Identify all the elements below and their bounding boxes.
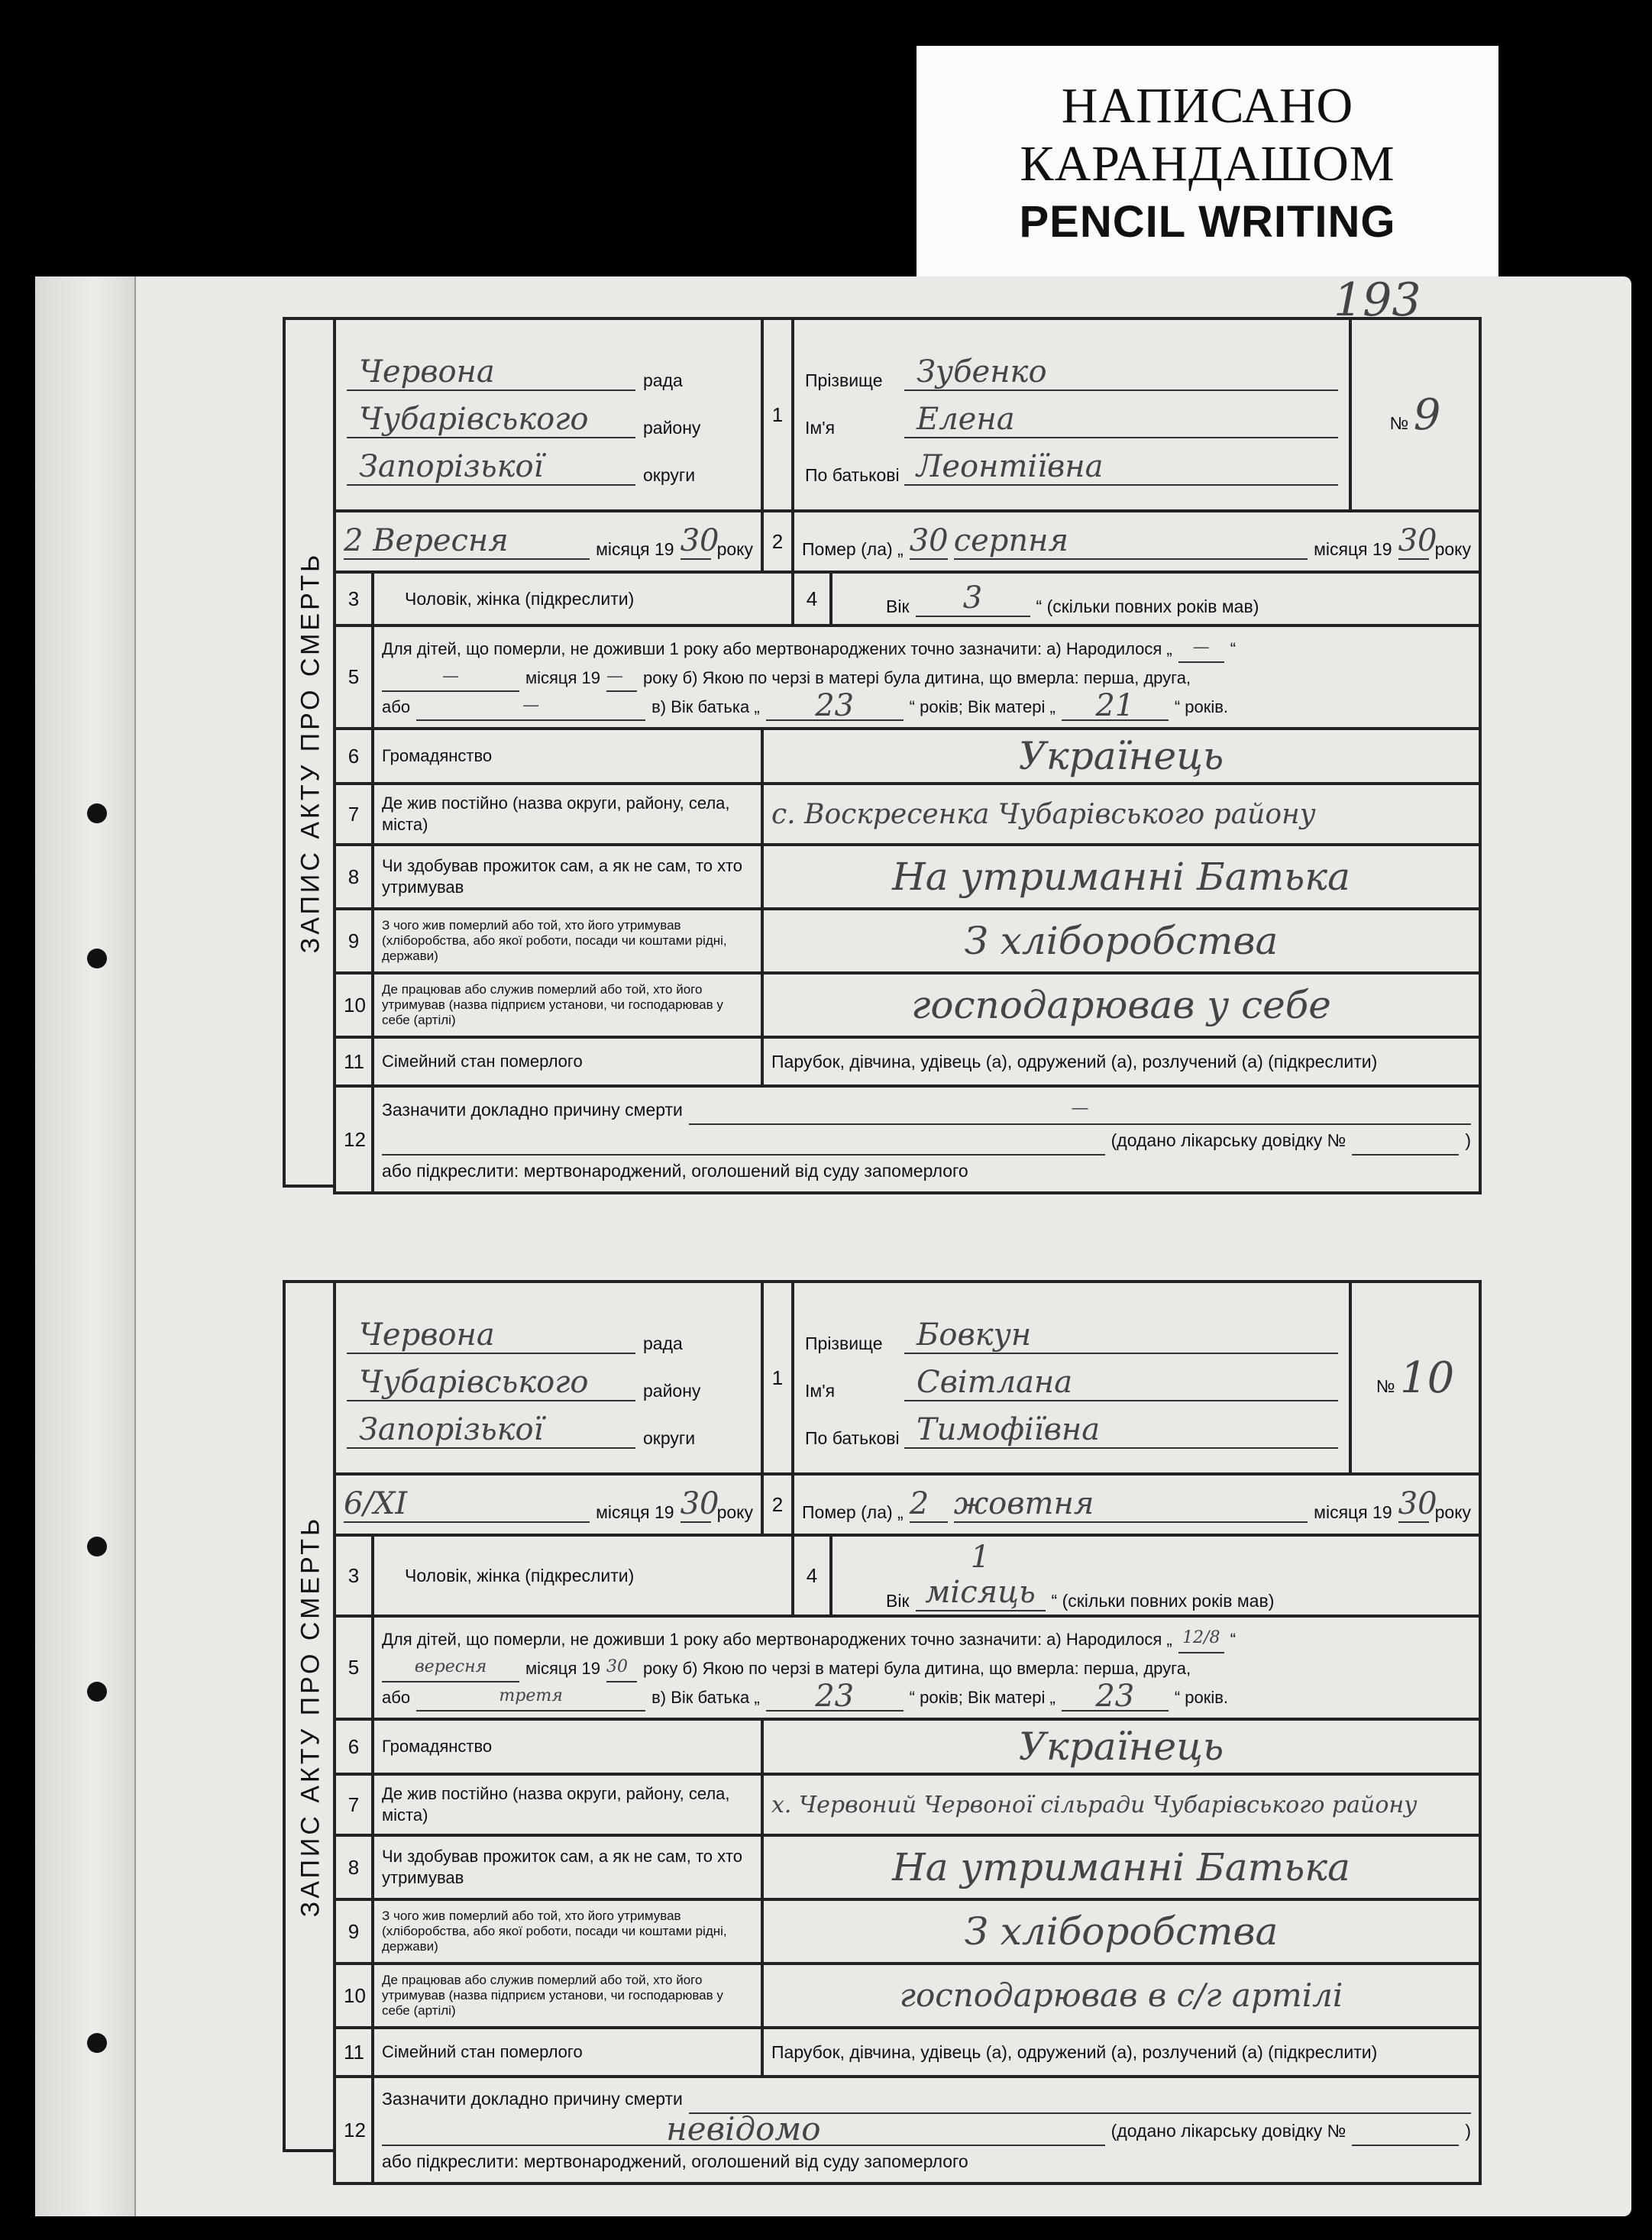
- record-1-side-title: ЗАПИС АКТУ ПРО СМЕРТЬ: [283, 317, 336, 1188]
- label-line-3: PENCIL WRITING: [1019, 197, 1396, 247]
- surname-value: Зубенко: [904, 354, 1338, 391]
- father-age: 23: [766, 692, 904, 721]
- binding-hole: [87, 2033, 107, 2053]
- page-binding: [35, 276, 136, 2216]
- reg-date-value: 6/XI: [344, 1486, 590, 1523]
- income-value: З хліборобства: [762, 909, 1480, 973]
- mother-age: 21: [1062, 692, 1169, 721]
- record-number: 9: [1413, 389, 1441, 440]
- death-day: 30: [909, 523, 949, 558]
- death-month: серпня: [954, 523, 1308, 560]
- binding-hole: [87, 1537, 107, 1556]
- rada-value: Червона: [347, 1317, 635, 1354]
- rayonu-value: Чубарівського: [347, 402, 635, 438]
- support-value: На утриманні Батька: [762, 845, 1480, 909]
- binding-hole: [87, 803, 107, 823]
- rada-value: Червона: [347, 354, 635, 391]
- page-number: 193: [1334, 273, 1421, 327]
- work-value: господарював в с/г артілі: [762, 1964, 1480, 2028]
- cause-value: невідомо: [382, 2114, 1105, 2146]
- citizenship-value: Українець: [762, 729, 1480, 784]
- okrugy-value: Запорізької: [347, 449, 635, 486]
- name-value: Елена: [904, 402, 1338, 438]
- binding-hole: [87, 1682, 107, 1702]
- support-value: На утриманні Батька: [762, 1835, 1480, 1899]
- reg-date-value: 2 Вересня: [344, 523, 590, 560]
- age-value: 1 місяць: [916, 1540, 1046, 1611]
- record-2-side-title: ЗАПИС АКТУ ПРО СМЕРТЬ: [283, 1280, 336, 2152]
- death-month: жовтня: [954, 1486, 1308, 1523]
- patronymic-value: Леонтіївна: [904, 449, 1338, 486]
- patronymic-value: Тимофіївна: [904, 1412, 1338, 1449]
- record-2-form: Червона рада Чубарівського району Запорізької округи 1 Прізвище Бовкун Ім'я Світлана По батькові Тимофіївна № 10 6/XI місяця 19 30 року 2 Помер (ла) „ 2 жовтня місяця 19 30 року 3 Чоловік, жінка (підкреслити) 4 Вік 1 місяць “ (скільки повних років мав) 5 Для дітей, що померли, не доживши 1 року або мертвонароджених точно зазначити: а) Народилося „ 12/8 “ вересня місяця 19 30 року б) Якою по черзі в матері була дитина, що вмерла: перша, друга, або третя в) Вік батька „ 23 “ років; Вік матері „ 23 “ років. 6 Громадянство Українець 7 Де жив постійно (назва округи, району, села, міста) х. Червоний Червоної сільради Чубарівського району 8 Чи здобував прожиток сам, а як не сам, то хто утримував На утриманні Батька 9 З чого жив померлий або той, хто його утримував (хліборобства, або якої роботи, посади чи коштами рідні, держави) З хліборобства 10 Де працював або служив померлий або той, хто його утримував (назва підприєм установи, чи господарював у себе (артілі) господарював в с/г артілі 11 Сімейний стан померлого Парубок, дівчина, удівець (а), одружений (а), розлучений (а) (підкреслити) 12 Зазначити докладно причину смерти невідомо (додано лікарську довідку № ) або підкреслити: мертвонароджений, оголошений від суду запомерлого: [333, 1280, 1479, 2185]
- pencil-writing-label: [917, 46, 1498, 283]
- label-line-2: КАРАНДАШОМ: [1020, 136, 1395, 192]
- father-age: 23: [766, 1682, 904, 1712]
- citizenship-value: Українець: [762, 1719, 1480, 1774]
- mother-age: 23: [1062, 1682, 1169, 1712]
- name-value: Світлана: [904, 1365, 1338, 1401]
- record-number: 10: [1399, 1353, 1455, 1403]
- rayonu-value: Чубарівського: [347, 1365, 635, 1401]
- residence-value: х. Червоний Червоної сільради Чубарівського району: [762, 1774, 1480, 1835]
- record-1-form: Червона рада Чубарівського району Запорізької округи 1 Прізвище Зубенко Ім'я Елена По батькові Леонтіївна № 9 2 Вересня місяця 19 30 року 2 Помер (ла) „ 30 серпня місяця 19 30 року 3 Чоловік, жінка (підкреслити) 4 Вік 3 “ (скільки повних років мав) 5 Для дітей, що померли, не доживши 1 року або мертвонароджених точно зазначити: а) Народилося „ — “ — місяця 19 — року б) Якою по черзі в матері була дитина, що вмерла: перша, друга, або — в) Вік батька „ 23 “ років; Вік матері „ 21 “ років. 6 Громадянство Українець 7 Де жив постійно (назва округи, району, села, міста) с. Воскресенка Чубарівського району 8 Чи здобував прожиток сам, а як не сам, то хто утримував На утриманні Батька 9 З чого жив померлий або той, хто його утримував (хліборобства, або якої роботи, посади чи коштами рідні, держави) З хліборобства 10 Де працював або служив померлий або той, хто його утримував (назва підприєм установи, чи господарював у себе (артілі) господарював у себе 11 Сімейний стан померлого Парубок, дівчина, удівець (а), одружений (а), розлучений (а) (підкреслити) 12 Зазначити докладно причину смерти — (додано лікарську довідку № ) або підкреслити: мертвонароджений, оголошений від суду запомерлого: [333, 317, 1479, 1194]
- label-line-1: НАПИСАНО: [1061, 78, 1354, 134]
- age-value: 3: [916, 580, 1030, 617]
- okrugy-value: Запорізької: [347, 1412, 635, 1449]
- cause-value: —: [689, 1093, 1471, 1125]
- residence-value: с. Воскресенка Чубарівського району: [762, 784, 1480, 845]
- income-value: З хліборобства: [762, 1899, 1480, 1964]
- surname-value: Бовкун: [904, 1317, 1338, 1354]
- binding-hole: [87, 949, 107, 968]
- death-day: 2: [910, 1486, 948, 1523]
- work-value: господарював у себе: [762, 973, 1480, 1037]
